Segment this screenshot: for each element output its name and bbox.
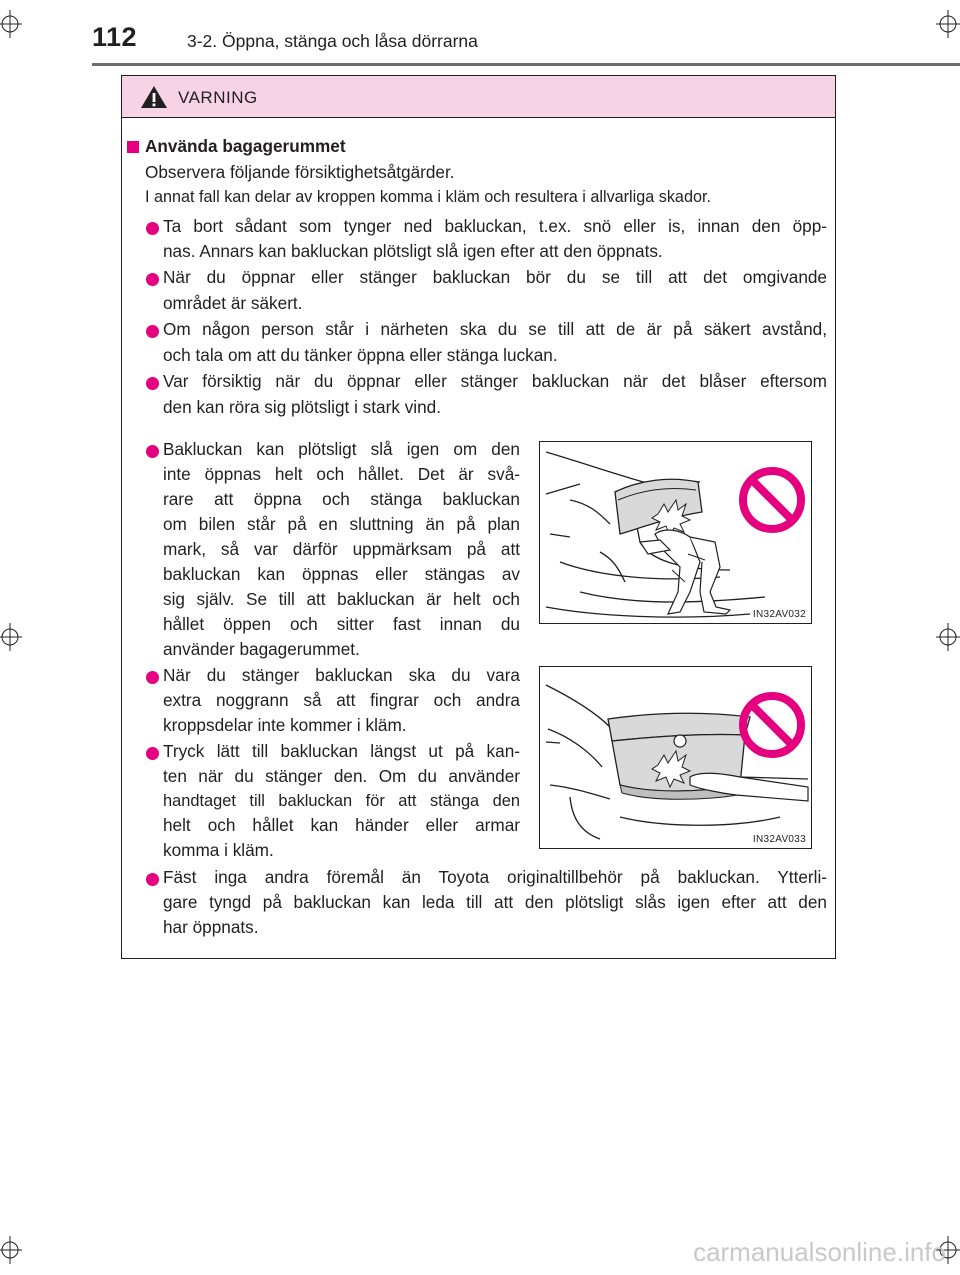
figure-code: IN32AV033 bbox=[752, 834, 806, 845]
fig1-text-line: Bakluckan kan plötsligt slå igen om den bbox=[163, 439, 520, 459]
fig2-text-line: helt och hållet kan händer eller armar bbox=[163, 815, 520, 835]
fig1-text-line: använder bagagerummet. bbox=[163, 639, 360, 659]
fig1-text-line: rare att öppna och stänga bakluckan bbox=[163, 489, 520, 509]
fig1-text-line: hållet öppen och sitter fast innan du bbox=[163, 614, 520, 634]
intro-line-2: I annat fall kan delar av kroppen komma i kläm och resultera i allvarliga skador. bbox=[145, 188, 711, 206]
bullet-line: Var försiktig när du öppnar eller stänger bakluckan när det blåser eftersom bbox=[163, 371, 827, 391]
section-heading: Använda bagagerummet bbox=[145, 136, 346, 156]
fig2-text-line: Tryck lätt till bakluckan längst ut på kan- bbox=[163, 741, 520, 761]
page-number: 112 bbox=[92, 22, 138, 52]
fig2-text-line: När du stänger bakluckan ska du vara bbox=[163, 665, 520, 685]
warning-header bbox=[122, 76, 835, 118]
bullet-icon bbox=[146, 747, 159, 760]
fig1-text-line: sig själv. Se till att bakluckan är helt och bbox=[163, 589, 520, 609]
fig1-text-line: bakluckan kan öppnas eller stängas av bbox=[163, 564, 520, 584]
bullet-icon bbox=[146, 445, 159, 458]
fig2-text-line: komma i kläm. bbox=[163, 840, 274, 860]
bullet-line: Ta bort sådant som tynger ned bakluckan, t.ex. snö eller is, innan den öpp- bbox=[163, 216, 827, 236]
warning-triangle-icon bbox=[140, 85, 168, 109]
figure-trunk-closing bbox=[539, 666, 812, 849]
page-header bbox=[92, 22, 960, 62]
fig1-text-line: mark, så var därför uppmärksam på att bbox=[163, 539, 520, 559]
figure-trunk-open bbox=[539, 441, 812, 624]
bullet-icon bbox=[146, 671, 159, 684]
bullet-line: området är säkert. bbox=[163, 293, 303, 313]
last-bullet-line: gare tyngd på bakluckan kan leda till att den plötsligt slås igen efter att den bbox=[163, 892, 827, 912]
bullet-line: När du öppnar eller stänger bakluckan bör du se till att det omgivande bbox=[163, 267, 827, 287]
bullet-icon bbox=[146, 325, 159, 338]
last-bullet-line: Fäst inga andra föremål än Toyota originaltillbehör på bakluckan. Ytterli- bbox=[163, 867, 827, 887]
bullet-line: Om någon person står i närheten ska du se till att de är på säkert avstånd, bbox=[163, 319, 827, 339]
watermark: carmanualsonline.info bbox=[693, 1237, 946, 1267]
bullet-line: nas. Annars kan bakluckan plötsligt slå igen efter att den öppnats. bbox=[163, 241, 663, 261]
warning-label: VARNING bbox=[178, 88, 258, 107]
fig1-text-line: om bilen står på en sluttning än på plan bbox=[163, 514, 520, 534]
trunk-closing-illustration bbox=[540, 667, 811, 848]
fig2-text-line: kroppsdelar inte kommer i kläm. bbox=[163, 715, 407, 735]
bullet-icon bbox=[146, 377, 159, 390]
bullet-icon bbox=[146, 873, 159, 886]
section-title: 3-2. Öppna, stänga och låsa dörrarna bbox=[187, 31, 478, 51]
fig2-text-line: extra noggrann så att fingrar och andra bbox=[163, 690, 520, 710]
header-rule bbox=[92, 63, 960, 66]
bullet-icon bbox=[146, 273, 159, 286]
figure-code: IN32AV032 bbox=[752, 609, 806, 620]
bullet-line: och tala om att du tänker öppna eller stänga luckan. bbox=[163, 345, 558, 365]
fig1-text-line: inte öppnas helt och hållet. Det är svå- bbox=[163, 464, 520, 484]
last-bullet-line: har öppnats. bbox=[163, 917, 259, 937]
bullet-icon bbox=[146, 222, 159, 235]
bullet-line: den kan röra sig plötsligt i stark vind. bbox=[163, 397, 441, 417]
intro-line-1: Observera följande försiktighetsåtgärder. bbox=[145, 162, 455, 182]
fig2-text-line: ten när du stänger den. Om du använder bbox=[163, 766, 520, 786]
fig2-text-line: handtaget till bakluckan för att stänga den bbox=[163, 792, 520, 810]
trunk-lid-illustration bbox=[540, 442, 811, 623]
square-bullet-icon bbox=[127, 141, 139, 153]
